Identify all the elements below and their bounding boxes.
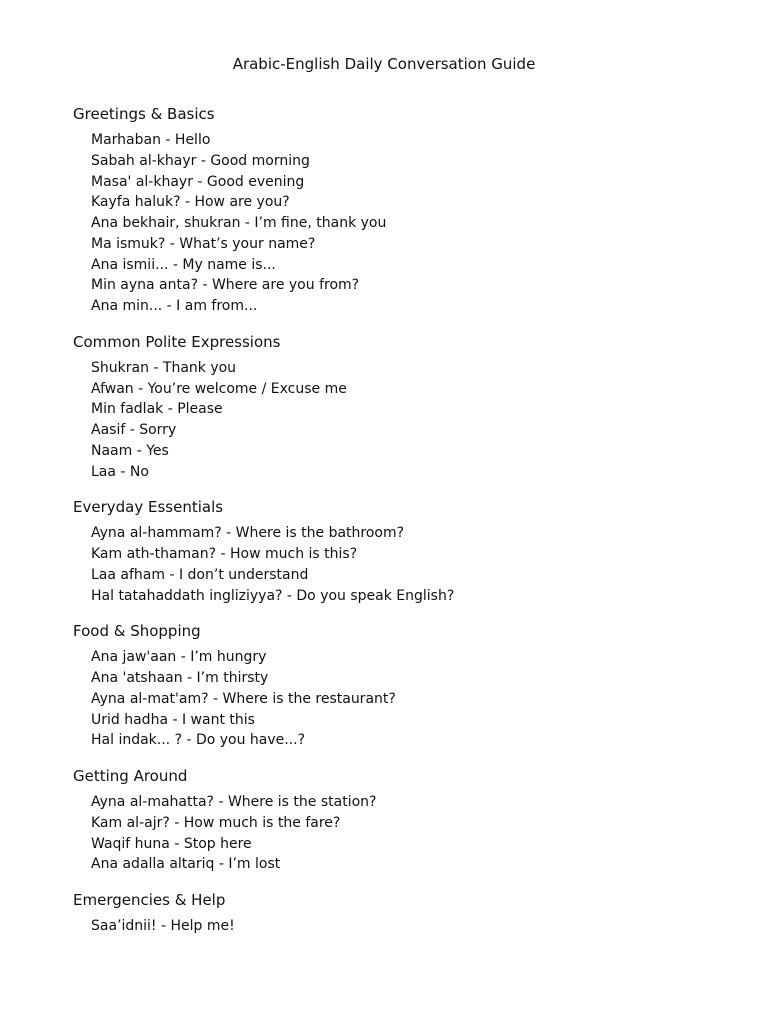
section-heading: Getting Around [73,767,188,785]
phrase-item: Ayna al-hammam? - Where is the bathroom? [91,525,405,542]
phrase-item: Min fadlak - Please [91,401,223,418]
phrase-item: Kam ath-thaman? - How much is this? [91,546,358,562]
phrase-item: Ayna al-mat'am? - Where is the restaurant? [91,690,396,707]
phrase-item: Shukran - Thank you [91,359,237,376]
phrase-item: Kam al-ajr? - How much is the fare? [91,814,341,831]
phrase-item: Min ayna anta? - Where are you from? [91,277,360,294]
sections-container [73,104,733,952]
section-heading: Food & Shopping [73,622,201,641]
section-emergencies-and-help [73,890,733,937]
phrase-item: Ana jaw'aan - I’m hungry [91,649,267,666]
phrase-item: Marhaban - Hello [91,132,211,148]
phrase-list [73,130,733,317]
phrase-item: Afwan - You’re welcome / Excuse me [91,380,347,397]
phrase-list [73,916,733,937]
phrase-item: Ana adalla altariq - I’m lost [91,856,281,873]
phrase-item: Saa’idnii! - Help me! [91,918,235,934]
phrase-item: Kayfa haluk? - How are you? [91,194,290,211]
phrase-item: Naam - Yes [91,442,169,459]
phrase-list [73,647,733,751]
phrase-item: Ana ismii... - My name is... [91,256,276,273]
phrase-item: Aasif - Sorry [91,422,177,438]
phrase-item: Waqif huna - Stop here [91,835,252,852]
phrase-item: Hal tatahaddath ingliziyya? - Do you speak English? [91,587,455,604]
phrase-item: Ana 'atshaan - I’m thirsty [91,670,269,686]
section-everyday-essentials [73,497,733,606]
phrase-item: Hal indak... ? - Do you have...? [91,732,306,749]
phrase-list [73,358,733,483]
phrase-item: Sabah al-khayr - Good morning [91,152,310,169]
phrase-item: Urid hadha - I want this [91,711,255,728]
section-common-polite-expressions [73,332,733,483]
phrase-list [73,523,733,606]
phrase-item: Ana min... - I am from... [91,298,258,314]
section-heading: Common Polite Expressions [73,332,281,351]
phrase-list [73,792,733,875]
phrase-item: Masa' al-khayr - Good evening [91,173,305,190]
phrase-item: Ayna al-mahatta? - Where is the station? [91,794,377,810]
phrase-item: Ma ismuk? - What’s your name? [91,235,316,252]
page-title: Arabic-English Daily Conversation Guide [232,55,536,73]
section-getting-around [73,766,733,875]
section-food-and-shopping [73,621,733,751]
section-greetings-and-basics [73,104,733,317]
phrase-item: Laa afham - I don’t understand [91,566,309,583]
section-heading: Everyday Essentials [73,498,224,517]
phrase-item: Laa - No [91,463,149,480]
phrase-item: Ana bekhair, shukran - I’m fine, thank you [91,215,387,231]
section-heading: Greetings & Basics [73,105,215,123]
section-heading: Emergencies & Help [73,891,226,909]
